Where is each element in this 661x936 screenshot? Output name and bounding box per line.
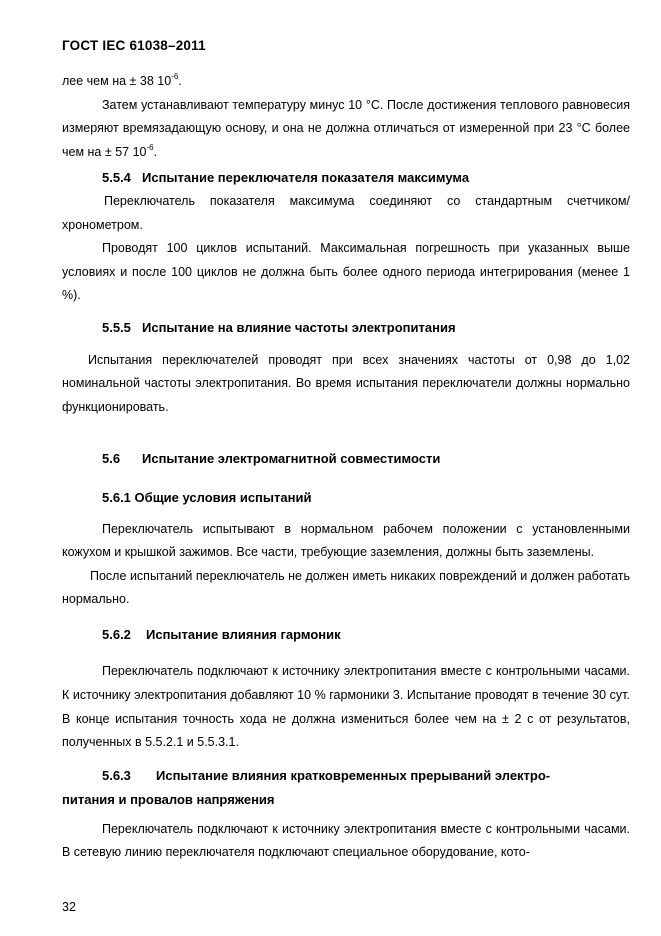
section-heading-5-6-1: [62, 486, 630, 510]
paragraph: Переключатель подключают к источнику электропитания вместе с контрольными часами. В сетевую линию переключателя подключают специальное оборудование, кото-: [62, 821, 630, 860]
section-heading-5-6-3: [62, 764, 630, 788]
section-heading-5-5-4: [62, 166, 630, 190]
section-heading-5-6: [62, 447, 630, 471]
section-title: Общие условия испытаний: [134, 489, 312, 505]
paragraph: Переключатель подключают к источнику электропитания вместе с контрольными часами. К источнику электропитания добавляют 10 % гармоники 3. Испытание проводят в течение 30 сут. В конце испытания точность хода не должна измениться более чем на ± 2 с от результатов, полученных в 5.5.2.1 и 5.5.3.1.: [62, 664, 630, 750]
paragraph: Переключатель испытывают в нормальном рабочем положении с установленными кожухом и крышкой зажимов. Все части, требующие заземления, должны быть заземлены.: [62, 521, 630, 560]
page-number: 32: [62, 900, 76, 914]
page-content: [62, 70, 630, 865]
paragraph-end: .: [178, 74, 182, 88]
paragraph: Испытания переключателей проводят при всех значениях частоты от 0,98 до 1,02 номинальной частоты электропитания. Во время испытания переключатели должны нормально функционировать.: [62, 352, 630, 414]
section-heading-5-5-5: [62, 316, 630, 340]
superscript: -6: [171, 72, 179, 81]
section-number: 5.6.2: [102, 626, 131, 642]
paragraph-text: лее чем на ± 38 10: [62, 74, 172, 88]
paragraph: [62, 94, 630, 165]
paragraph: Переключатель показателя максимума соединяют со стандартным счетчиком/хронометром.: [62, 193, 630, 232]
superscript: -6: [146, 142, 154, 152]
section-title: Испытание влияния кратковременных прерываний электро-: [156, 767, 551, 783]
section-number: 5.5.5: [102, 319, 131, 335]
paragraph: [62, 70, 630, 94]
section-number: 5.6.3: [102, 767, 131, 783]
section-heading-5-6-2: [62, 623, 630, 647]
paragraph-end: .: [153, 144, 158, 159]
section-number: 5.6.1: [102, 489, 131, 505]
paragraph-text: Затем устанавливают температуру минус 10 °С. После достижения теплового равновесия измеряют времязадающую основу, и она не должна отличаться от измеренной при 23 °С более чем на ± 57 10: [62, 97, 630, 159]
document-header: ГОСТ IEC 61038–2011: [62, 38, 206, 53]
section-number: 5.5.4: [102, 170, 131, 186]
paragraph: Проводят 100 циклов испытаний. Максимальная погрешность при указанных выше условиях и после 100 циклов не должна быть более одного периода интегрирования (менее 1 %).: [62, 241, 630, 303]
section-title-continuation: питания и провалов напряжения: [62, 791, 275, 807]
section-number: 5.6: [102, 451, 121, 467]
section-title: Испытание на влияние частоты электропитания: [142, 319, 456, 335]
paragraph: После испытаний переключатель не должен иметь никаких повреждений и должен работать нормально.: [62, 568, 630, 607]
section-title: Испытание электромагнитной совместимости: [142, 451, 441, 467]
section-title: Испытание влияния гармоник: [146, 626, 341, 642]
section-title: Испытание переключателя показателя максимума: [142, 170, 470, 186]
